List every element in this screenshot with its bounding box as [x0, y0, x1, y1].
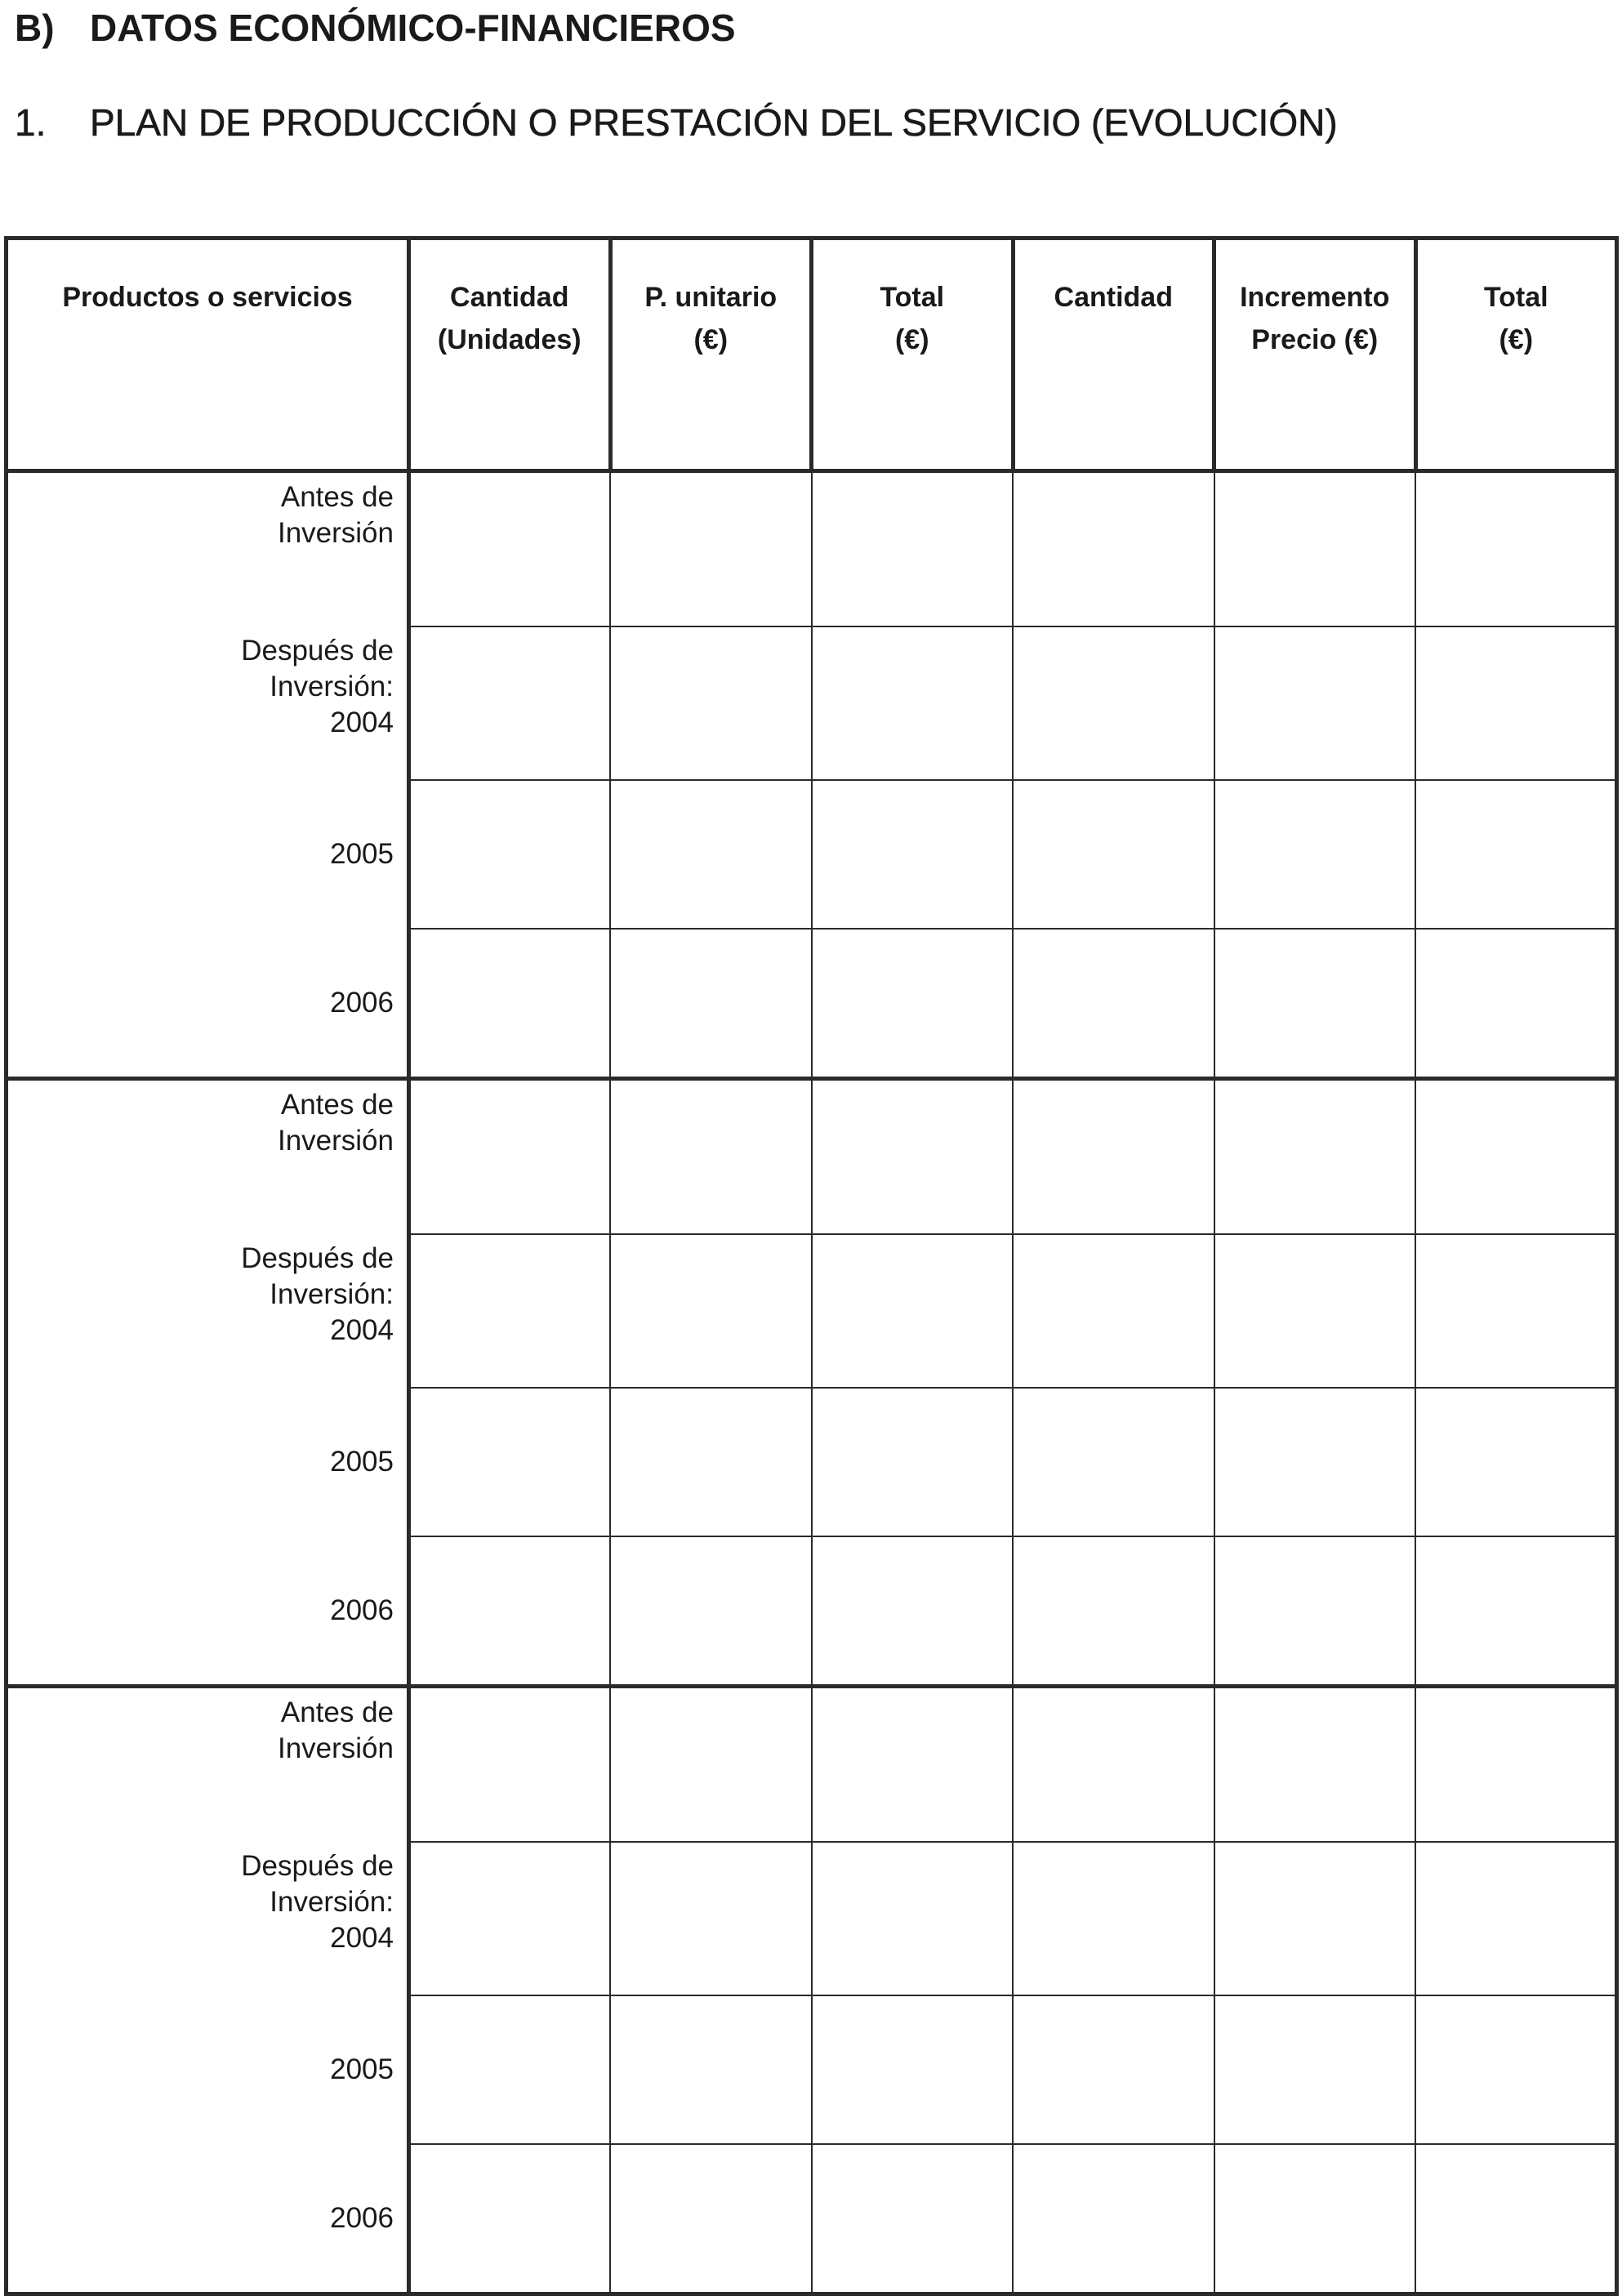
- row-period-label: [7, 1995, 409, 2144]
- table-cell-entry[interactable]: [812, 471, 1014, 627]
- table-row: [7, 471, 1617, 627]
- table-cell-entry[interactable]: [409, 1388, 611, 1536]
- row-label-line: 2005: [330, 2053, 394, 2085]
- section-heading: [15, 5, 736, 51]
- table-cell-entry[interactable]: [1415, 1388, 1617, 1536]
- table-header: [7, 239, 1617, 471]
- row-period-label: [7, 626, 409, 780]
- header-quantity-units: [409, 239, 611, 471]
- row-label-line: 2006: [330, 986, 394, 1019]
- row-label-line: Inversión: [277, 517, 394, 549]
- table-cell-entry[interactable]: [610, 1234, 812, 1388]
- header-unit-price: [610, 239, 812, 471]
- row-period-label: [7, 1842, 409, 1995]
- header-total: [812, 239, 1014, 471]
- table-cell-entry[interactable]: [1013, 1536, 1214, 1687]
- table-cell-entry[interactable]: [1415, 1995, 1617, 2144]
- table-row: [7, 1842, 1617, 1995]
- subsection-heading: [15, 100, 1338, 145]
- table-cell-entry[interactable]: [1214, 1079, 1416, 1235]
- table-cell-entry[interactable]: [1415, 1687, 1617, 1843]
- subsection-number: 1.: [15, 101, 47, 144]
- table-cell-entry[interactable]: [1214, 2144, 1416, 2294]
- row-period-label: [7, 1687, 409, 1843]
- table-cell-entry[interactable]: [409, 1995, 611, 2144]
- header-text-line: Productos o servicios: [62, 282, 353, 313]
- table-cell-entry[interactable]: [409, 626, 611, 780]
- table-cell-entry[interactable]: [812, 1687, 1014, 1843]
- table-cell-entry[interactable]: [1013, 471, 1214, 627]
- table-cell-entry[interactable]: [1013, 1079, 1214, 1235]
- row-label-line: Antes de: [280, 481, 394, 513]
- table-row: [7, 929, 1617, 1079]
- table-cell-entry[interactable]: [610, 1842, 812, 1995]
- section-title: DATOS ECONÓMICO-FINANCIEROS: [90, 7, 736, 49]
- table-cell-entry[interactable]: [812, 1079, 1014, 1235]
- table-cell-entry[interactable]: [610, 780, 812, 929]
- table-cell-entry[interactable]: [1415, 929, 1617, 1079]
- table-row: [7, 780, 1617, 929]
- row-label-line: Inversión:: [270, 1886, 394, 1918]
- table-cell-entry[interactable]: [409, 1842, 611, 1995]
- table-cell-entry[interactable]: [1415, 780, 1617, 929]
- table-cell-entry[interactable]: [1415, 1536, 1617, 1687]
- header-price-increase: [1214, 239, 1416, 471]
- row-label-line: Inversión:: [270, 1278, 394, 1310]
- header-text-line: (€): [693, 324, 729, 355]
- header-text-line: P. unitario: [644, 282, 778, 313]
- table-row: [7, 1995, 1617, 2144]
- table-cell-entry[interactable]: [1214, 929, 1416, 1079]
- row-label-line: 2004: [330, 1922, 394, 1954]
- table-cell-entry[interactable]: [1214, 1687, 1416, 1843]
- table-cell-entry[interactable]: [1013, 929, 1214, 1079]
- table-cell-entry[interactable]: [812, 1995, 1014, 2144]
- table-cell-entry[interactable]: [409, 1079, 611, 1235]
- table-cell-entry[interactable]: [1013, 780, 1214, 929]
- table-cell-entry[interactable]: [1415, 1842, 1617, 1995]
- table-cell-entry[interactable]: [1214, 1388, 1416, 1536]
- row-label-line: 2004: [330, 1314, 394, 1346]
- table-cell-entry[interactable]: [1415, 1234, 1617, 1388]
- row-label-line: Después de: [241, 635, 394, 667]
- row-label-line: Inversión: [277, 1125, 394, 1157]
- header-text-line: (€): [1499, 324, 1534, 355]
- table-cell-entry[interactable]: [1013, 626, 1214, 780]
- table-cell-entry[interactable]: [610, 929, 812, 1079]
- header-text-line: Total: [1483, 282, 1548, 313]
- table-cell-entry[interactable]: [1415, 471, 1617, 627]
- table-cell-entry[interactable]: [1013, 1687, 1214, 1843]
- section-number: B): [15, 7, 55, 49]
- row-period-label: [7, 780, 409, 929]
- table-cell-entry[interactable]: [812, 626, 1014, 780]
- row-period-label: [7, 1079, 409, 1235]
- row-label-line: Inversión: [277, 1732, 394, 1764]
- table-cell-entry[interactable]: [409, 1687, 611, 1843]
- row-label-line: 2006: [330, 2201, 394, 2234]
- table-cell-entry[interactable]: [812, 1842, 1014, 1995]
- table-cell-entry[interactable]: [812, 2144, 1014, 2294]
- header-text-line: Precio (€): [1251, 324, 1379, 355]
- table-cell-entry[interactable]: [1214, 626, 1416, 780]
- header-text-line: Cantidad: [450, 282, 569, 313]
- table-cell-entry[interactable]: [610, 471, 812, 627]
- table-cell-entry[interactable]: [812, 1388, 1014, 1536]
- row-period-label: [7, 929, 409, 1079]
- table-cell-entry[interactable]: [409, 1234, 611, 1388]
- production-plan-table: [4, 236, 1619, 2296]
- header-text-line: Total: [880, 282, 945, 313]
- row-period-label: [7, 471, 409, 627]
- row-label-line: 2006: [330, 1594, 394, 1626]
- table-cell-entry[interactable]: [409, 1536, 611, 1687]
- table-cell-entry[interactable]: [1214, 1234, 1416, 1388]
- table-cell-entry[interactable]: [610, 1079, 812, 1235]
- table-cell-entry[interactable]: [409, 2144, 611, 2294]
- header-text-line: Incremento: [1240, 282, 1390, 313]
- header-text-line: Cantidad: [1054, 282, 1173, 313]
- table-cell-entry[interactable]: [812, 1234, 1014, 1388]
- row-label-line: Antes de: [280, 1696, 394, 1728]
- row-label-line: Después de: [241, 1850, 394, 1882]
- row-label-line: Inversión:: [270, 671, 394, 702]
- row-label-line: 2004: [330, 707, 394, 738]
- table-cell-entry[interactable]: [409, 780, 611, 929]
- table-row: [7, 1687, 1617, 1843]
- table-row: [7, 1079, 1617, 1235]
- table-row: [7, 2144, 1617, 2294]
- table-cell-entry[interactable]: [1415, 2144, 1617, 2294]
- table-cell-entry[interactable]: [812, 1536, 1014, 1687]
- table-row: [7, 626, 1617, 780]
- table-row: [7, 1388, 1617, 1536]
- row-period-label: [7, 2144, 409, 2294]
- header-row: [7, 239, 1617, 471]
- header-products-services: [7, 239, 409, 471]
- table-cell-entry[interactable]: [1415, 626, 1617, 780]
- table-cell-entry[interactable]: [1013, 1842, 1214, 1995]
- table-cell-entry[interactable]: [1214, 471, 1416, 627]
- row-label-line: Después de: [241, 1242, 394, 1274]
- table-cell-entry[interactable]: [1013, 2144, 1214, 2294]
- row-label-line: 2005: [330, 1446, 394, 1478]
- table-cell-entry[interactable]: [1013, 1388, 1214, 1536]
- row-label-line: Antes de: [280, 1089, 394, 1121]
- table-cell-entry[interactable]: [1214, 1536, 1416, 1687]
- subsection-title: PLAN DE PRODUCCIÓN O PRESTACIÓN DEL SERVICIO (EVOLUCIÓN): [90, 101, 1338, 144]
- row-period-label: [7, 1234, 409, 1388]
- table-row: [7, 1536, 1617, 1687]
- table-cell-entry[interactable]: [812, 780, 1014, 929]
- header-total-2: [1415, 239, 1617, 471]
- table-cell-entry[interactable]: [409, 929, 611, 1079]
- row-label-line: 2005: [330, 838, 394, 870]
- table-cell-entry[interactable]: [610, 1388, 812, 1536]
- table-cell-entry[interactable]: [1415, 1079, 1617, 1235]
- table-cell-entry[interactable]: [1013, 1995, 1214, 2144]
- header-quantity: [1013, 239, 1214, 471]
- header-text-line: (Unidades): [437, 324, 582, 355]
- table-cell-entry[interactable]: [1214, 1995, 1416, 2144]
- row-period-label: [7, 1536, 409, 1687]
- table-cell-entry[interactable]: [409, 471, 611, 627]
- table-cell-entry[interactable]: [1013, 1234, 1214, 1388]
- header-text-line: (€): [894, 324, 929, 355]
- table-cell-entry[interactable]: [610, 1536, 812, 1687]
- table-cell-entry[interactable]: [610, 1687, 812, 1843]
- table-row: [7, 1234, 1617, 1388]
- table-cell-entry[interactable]: [1214, 780, 1416, 929]
- table-cell-entry[interactable]: [610, 626, 812, 780]
- row-period-label: [7, 1388, 409, 1536]
- table-cell-entry[interactable]: [610, 1995, 812, 2144]
- table-cell-entry[interactable]: [812, 929, 1014, 1079]
- table-cell-entry[interactable]: [610, 2144, 812, 2294]
- table-body: [7, 471, 1617, 2294]
- table-cell-entry[interactable]: [1214, 1842, 1416, 1995]
